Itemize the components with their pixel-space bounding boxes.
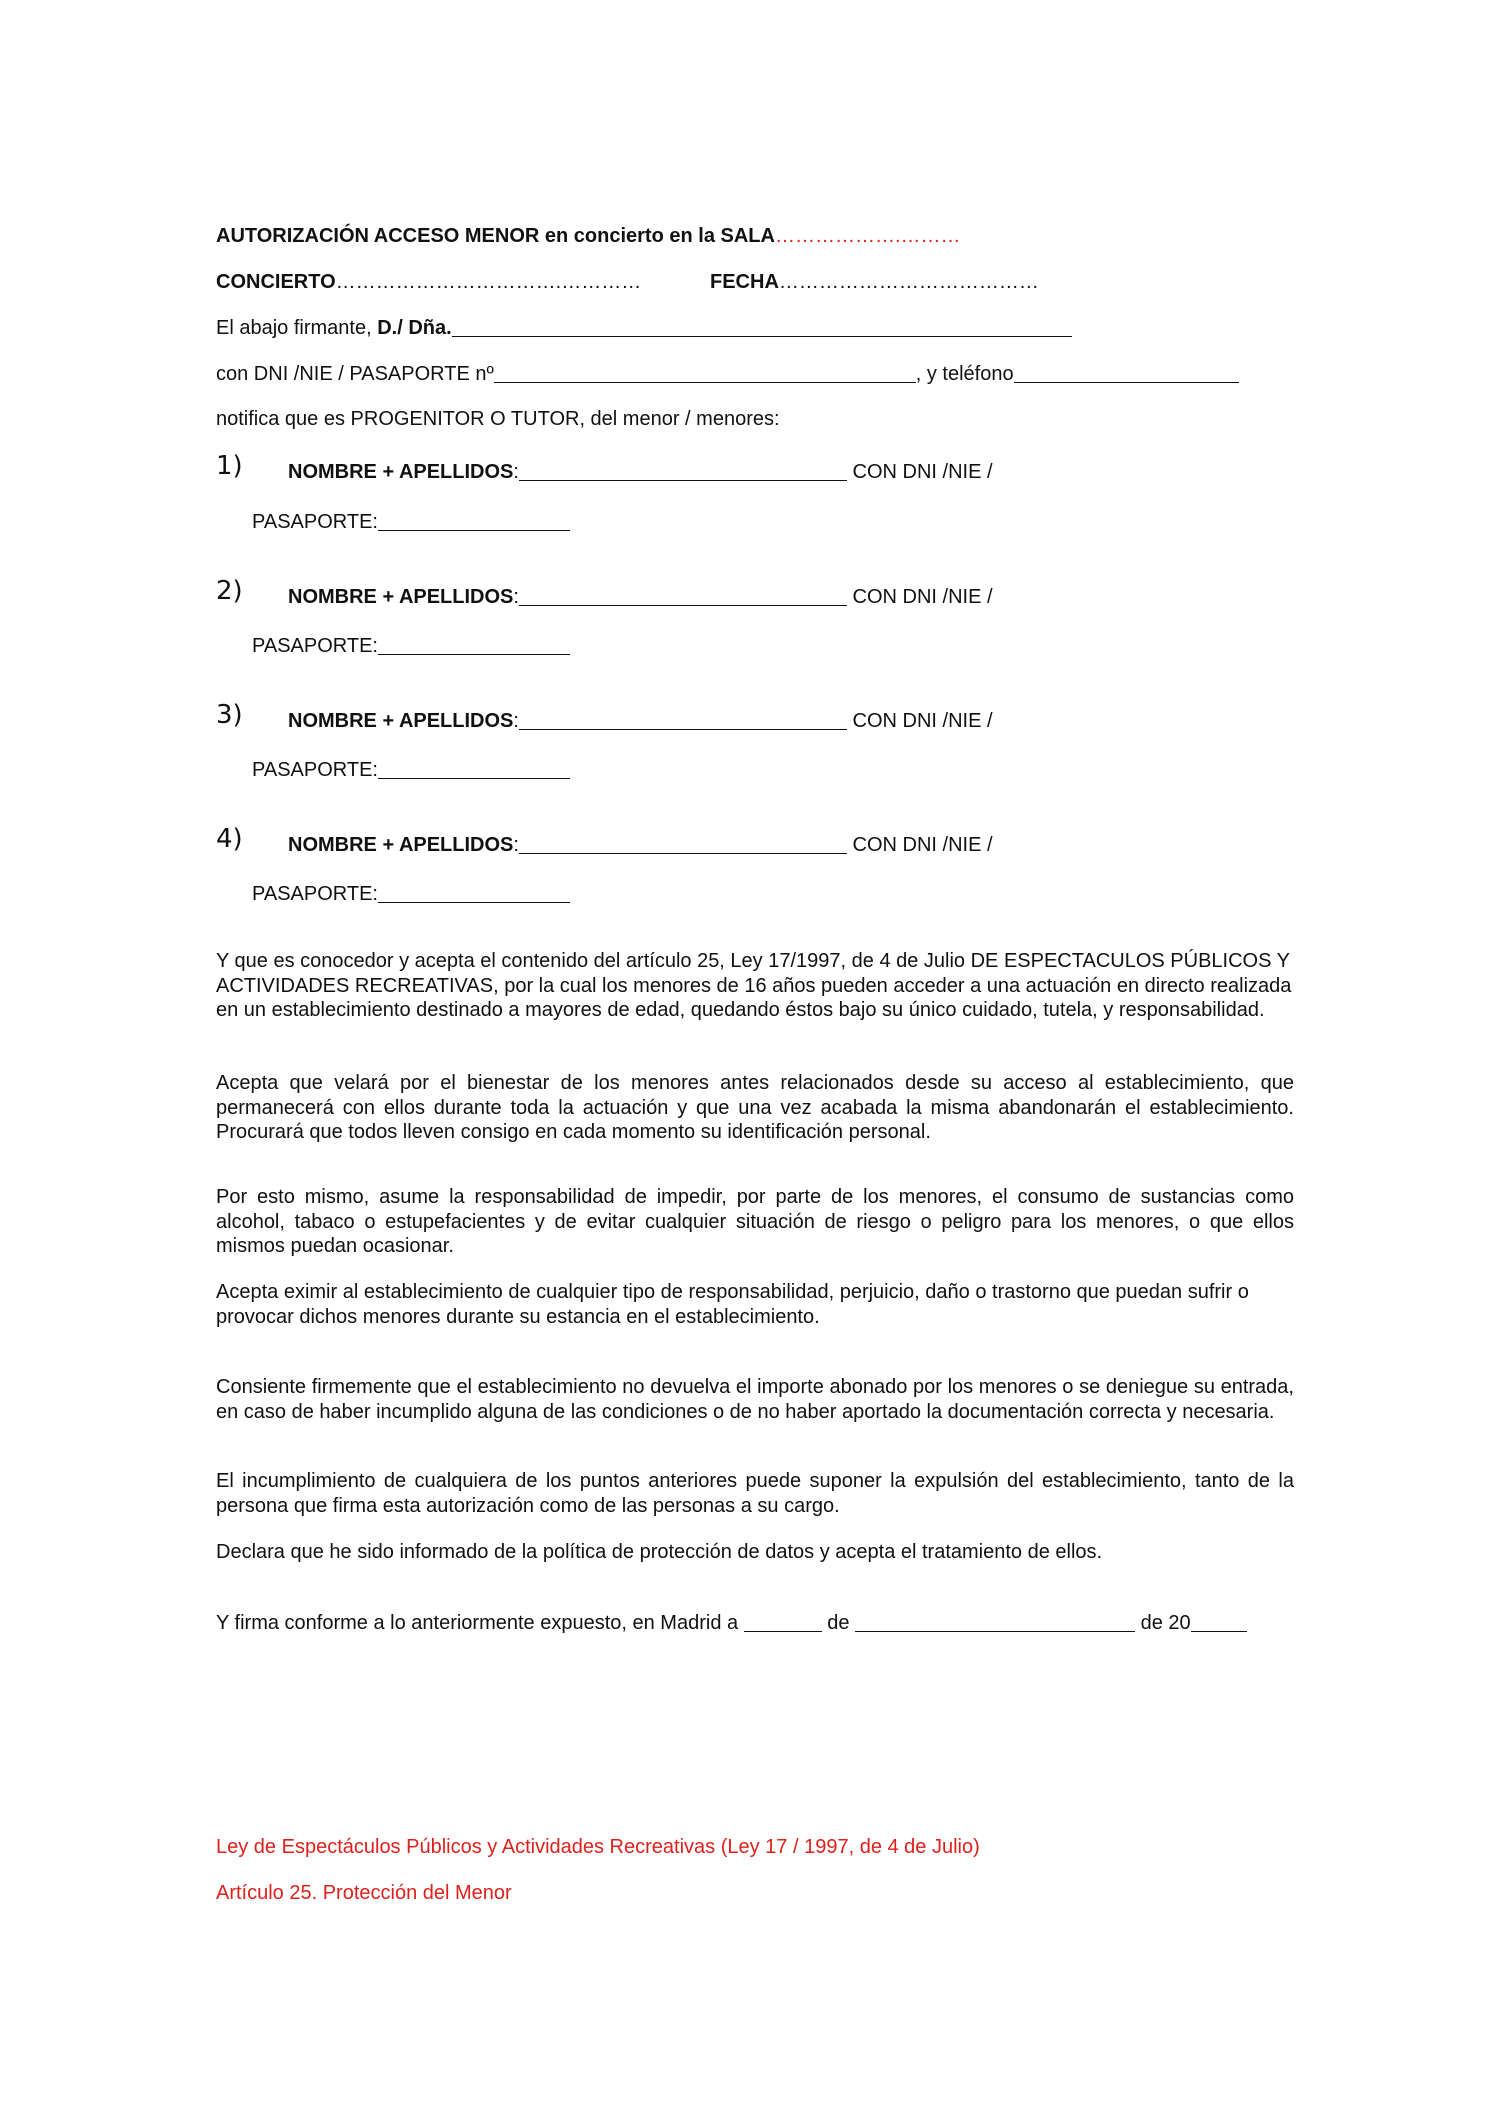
signer-name-field[interactable] xyxy=(452,316,1072,337)
passport-label: PASAPORTE: xyxy=(252,635,378,657)
minor-passport-line-3 xyxy=(252,758,570,782)
fecha-line xyxy=(710,270,1039,294)
paragraph-law-acceptance: Y que es conocedor y acepta el contenido del artículo 25, Ley 17/1997, de 4 de Julio DE ESPECTACULOS PÚBLICOS Y ACTIVIDADES RECREATIVAS, por la cual los menores de 16 años pueden acceder a una actuación en directo realizada en un establecimiento destinado a mayores de edad, quedando éstos bajo su único cuidado, tutela, y responsabilidad. xyxy=(216,950,1292,1021)
notify-line: notifica que es PROGENITOR O TUTOR, del menor / menores: xyxy=(216,408,780,430)
signature-de-2: de 20 xyxy=(1135,1612,1191,1634)
signer-name-prefix: El abajo firmante, xyxy=(216,317,378,339)
signature-month-field[interactable] xyxy=(855,1611,1135,1632)
minor-row-4 xyxy=(216,824,243,854)
signer-phone-label: , y teléfono xyxy=(915,363,1014,385)
minor-doc-label: CON DNI /NIE / xyxy=(852,710,993,732)
signer-title-label: D./ Dña. xyxy=(377,317,452,339)
minor-name-label: NOMBRE + APELLIDOS xyxy=(288,461,514,483)
concierto-label: CONCIERTO xyxy=(216,271,336,293)
minor-colon: : xyxy=(513,834,519,856)
footer-law-title: Ley de Espectáculos Públicos y Actividades Recreativas (Ley 17 / 1997, de 4 de Julio) xyxy=(216,1836,980,1858)
signer-name-line xyxy=(216,316,1072,340)
sala-dots-field[interactable]: ……………….……… xyxy=(774,225,961,247)
signer-id-field[interactable] xyxy=(494,362,916,383)
title-text: AUTORIZACIÓN ACCESO MENOR en concierto en la SALA xyxy=(216,225,775,247)
minor-passport-line-2 xyxy=(252,634,570,658)
signature-year-field[interactable] xyxy=(1191,1611,1247,1632)
passport-label: PASAPORTE: xyxy=(252,759,378,781)
minor-passport-field-2[interactable] xyxy=(378,634,570,655)
signer-id-line xyxy=(216,362,1239,386)
fecha-dots-field[interactable]: ………………………………… xyxy=(778,271,1039,293)
minor-passport-line-4 xyxy=(252,882,570,906)
minor-number: 3) xyxy=(216,700,243,730)
signature-prefix: Y firma conforme a lo anteriormente expuesto, en Madrid a xyxy=(216,1612,744,1634)
minor-colon: : xyxy=(513,586,519,608)
minor-name-label: NOMBRE + APELLIDOS xyxy=(288,834,514,856)
minor-name-label: NOMBRE + APELLIDOS xyxy=(288,586,514,608)
minor-name-field-3[interactable] xyxy=(519,709,847,730)
signature-de-1: de xyxy=(821,1612,856,1634)
minor-name-field-1[interactable] xyxy=(519,460,847,481)
minor-name-field-2[interactable] xyxy=(519,585,847,606)
minor-doc-label: CON DNI /NIE / xyxy=(852,461,993,483)
minor-name-line-3 xyxy=(288,709,993,733)
minor-colon: : xyxy=(513,461,519,483)
minor-passport-field-4[interactable] xyxy=(378,882,570,903)
minor-name-line-2 xyxy=(288,585,993,609)
minor-passport-field-3[interactable] xyxy=(378,758,570,779)
concierto-line xyxy=(216,270,641,294)
paragraph-data-protection: Declara que he sido informado de la política de protección de datos y acepta el tratamiento de ellos. xyxy=(216,1541,1103,1563)
minor-row-1 xyxy=(216,451,243,481)
minor-name-field-4[interactable] xyxy=(519,833,847,854)
minor-passport-field-1[interactable] xyxy=(378,510,570,531)
concierto-dots-field[interactable]: …………………………….………… xyxy=(335,271,642,293)
minor-row-2 xyxy=(216,576,243,606)
paragraph-exemption: Acepta eximir al establecimiento de cualquier tipo de responsabilidad, perjuicio, daño o trastorno que puedan sufrir o provocar dichos menores durante su estancia en el establecimiento. xyxy=(216,1281,1249,1328)
minor-passport-line-1 xyxy=(252,510,570,534)
signer-phone-field[interactable] xyxy=(1014,362,1239,383)
minor-name-line-4 xyxy=(288,833,993,857)
minor-doc-label: CON DNI /NIE / xyxy=(852,834,993,856)
minor-name-label: NOMBRE + APELLIDOS xyxy=(288,710,514,732)
minor-name-line-1 xyxy=(288,460,993,484)
signature-day-field[interactable] xyxy=(744,1611,822,1632)
paragraph-refund: Consiente firmemente que el establecimiento no devuelva el importe abonado por los menores o se deniegue su entrada, en caso de haber incumplido alguna de las condiciones o de no haber aportado la documentación correcta y necesaria. xyxy=(216,1376,1294,1423)
minor-number: 2) xyxy=(216,576,243,606)
signer-id-label: con DNI /NIE / PASAPORTE nº xyxy=(216,363,494,385)
paragraph-wellbeing: Acepta que velará por el bienestar de los menores antes relacionados desde su acceso al establecimiento, que permanecerá con ellos durante toda la actuación y que una vez acabada la misma abandonarán el establecimiento. Procurará que todos lleven consigo en cada momento su identificación personal. xyxy=(216,1072,1294,1143)
fecha-label: FECHA xyxy=(710,271,779,293)
minor-number: 1) xyxy=(216,451,243,481)
minor-number: 4) xyxy=(216,824,243,854)
paragraph-noncompliance: El incumplimiento de cualquiera de los puntos anteriores puede suponer la expulsión del establecimiento, tanto de la persona que firma esta autorización como de las personas a su cargo. xyxy=(216,1470,1294,1517)
passport-label: PASAPORTE: xyxy=(252,511,378,533)
paragraph-substances: Por esto mismo, asume la responsabilidad de impedir, por parte de los menores, el consumo de sustancias como alcohol, tabaco o estupefacientes y de evitar cualquier situación de riesgo o peligro para los menores, o que ellos mismos puedan ocasionar. xyxy=(216,1186,1294,1257)
minor-colon: : xyxy=(513,710,519,732)
signature-line xyxy=(216,1611,1247,1635)
footer-article: Artículo 25. Protección del Menor xyxy=(216,1882,512,1904)
document-title xyxy=(216,224,961,248)
minor-doc-label: CON DNI /NIE / xyxy=(852,586,993,608)
passport-label: PASAPORTE: xyxy=(252,883,378,905)
minor-row-3 xyxy=(216,700,243,730)
